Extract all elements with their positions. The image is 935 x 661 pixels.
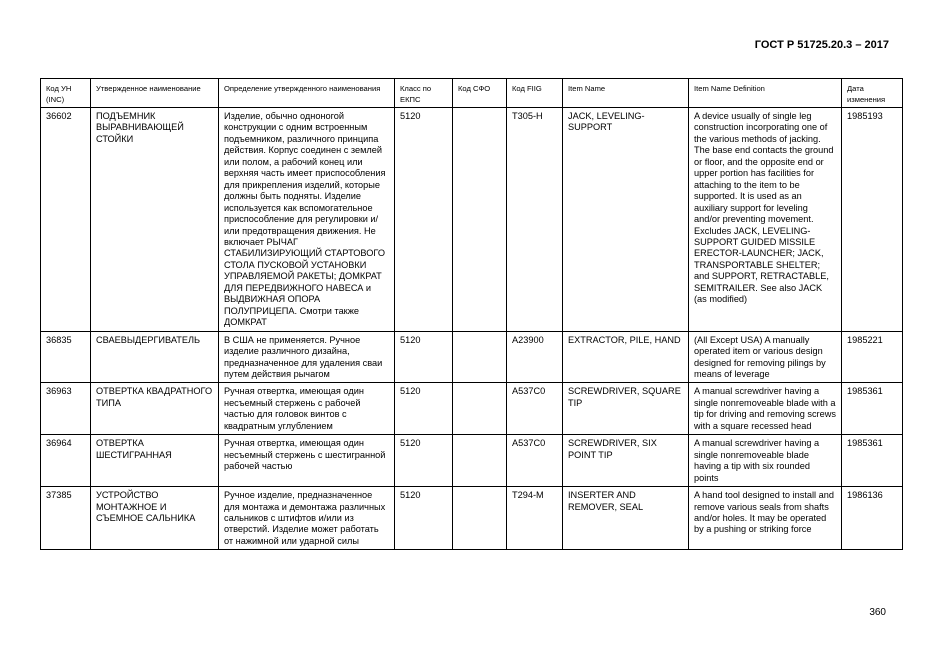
document-code: ГОСТ Р 51725.20.3 – 2017	[754, 39, 889, 51]
cell-item-name-definition: A device usually of single leg construction incorporating one of the various methods of jacking. The base end contacts the ground or floor, and the opposite end or upper portion has facilities for attaching to the item to be supported. It is used as an auxiliary support for leveling and/or preventing movement. Excludes JACK, LEVELING-SUPPORT GUIDED MISSILE ERECTOR-LAUNCHER; JACK, TRANSPORTABLE SHELTER; and SUPPORT, RETRACTABLE, SEMITRAILER. See also JACK (as modified)	[689, 108, 842, 332]
table-row	[41, 331, 903, 383]
column-header-item-name-definition: Item Name Definition	[689, 79, 842, 108]
cell-approved-name: ПОДЪЕМНИК ВЫРАВНИВАЮЩЕЙ СТОЙКИ	[91, 108, 219, 332]
cell-class: 5120	[395, 331, 453, 383]
cell-item-name: JACK, LEVELING-SUPPORT	[563, 108, 689, 332]
cell-class: 5120	[395, 108, 453, 332]
cell-class: 5120	[395, 383, 453, 435]
cell-item-name: SCREWDRIVER, SIX POINT TIP	[563, 435, 689, 487]
column-header-inc: Код УН (INC)	[41, 79, 91, 108]
column-header-definition: Определение утвержденного наименования	[219, 79, 395, 108]
cell-fiig: A23900	[507, 331, 563, 383]
cell-inc: 36602	[41, 108, 91, 332]
cell-sfo	[453, 108, 507, 332]
cell-approved-name: ОТВЕРТКА ШЕСТИГРАННАЯ	[91, 435, 219, 487]
cell-sfo	[453, 331, 507, 383]
cell-sfo	[453, 487, 507, 550]
cell-fiig: A537C0	[507, 435, 563, 487]
table-row	[41, 108, 903, 332]
cell-class: 5120	[395, 487, 453, 550]
cell-item-name-definition: (All Except USA) A manually operated item or various design designed for removing pilings by means of leverage	[689, 331, 842, 383]
table-header-row	[41, 79, 903, 108]
cell-definition: Изделие, обычно одноногой конструкции с одним встроенным подъемником, различного принципа действия. Корпус соединен с землей или полом, а рабочий конец или верхняя часть имеет приспособления для прикрепления изделий, которые должны быть подняты. Изделие используется как вспомогательное приспособление для регулировки и/или предотвращения движения. Не включает РЫЧАГ СТАБИЛИЗИРУЮЩИЙ СТАРТОВОГО СТОЛА ПУСКОВОЙ УСТАНОВКИ УПРАВЛЯЕМОЙ РАКЕТЫ; ДОМКРАТ ДЛЯ ПЕРЕДВИЖНОГО НАВЕСА и ВЫДВИЖНАЯ ОПОРА ПОЛУПРИЦЕПА. Смотри также ДОМКРАТ	[219, 108, 395, 332]
cell-definition: Ручная отвертка, имеющая один несъемный стержень с шестигранной рабочей частью	[219, 435, 395, 487]
cell-fiig: T294-M	[507, 487, 563, 550]
cell-change-date: 1985361	[842, 435, 903, 487]
column-header-item-name: Item Name	[563, 79, 689, 108]
table-row	[41, 435, 903, 487]
table-row	[41, 487, 903, 550]
nomenclature-table	[40, 78, 903, 550]
column-header-change-date: Дата изменения	[842, 79, 903, 108]
table-row	[41, 383, 903, 435]
cell-sfo	[453, 435, 507, 487]
cell-inc: 36835	[41, 331, 91, 383]
cell-item-name-definition: A manual screwdriver having a single nonremoveable blade having a tip with six rounded points	[689, 435, 842, 487]
cell-inc: 37385	[41, 487, 91, 550]
cell-item-name: EXTRACTOR, PILE, HAND	[563, 331, 689, 383]
cell-definition: В США не применяется. Ручное изделие различного дизайна, предназначенное для удаления сваи путем действия рычагом	[219, 331, 395, 383]
column-header-sfo: Код СФО	[453, 79, 507, 108]
cell-inc: 36964	[41, 435, 91, 487]
cell-approved-name: УСТРОЙСТВО МОНТАЖНОЕ И СЪЕМНОЕ САЛЬНИКА	[91, 487, 219, 550]
cell-change-date: 1986136	[842, 487, 903, 550]
cell-item-name: INSERTER AND REMOVER, SEAL	[563, 487, 689, 550]
cell-item-name: SCREWDRIVER, SQUARE TIP	[563, 383, 689, 435]
cell-inc: 36963	[41, 383, 91, 435]
cell-change-date: 1985221	[842, 331, 903, 383]
cell-change-date: 1985361	[842, 383, 903, 435]
page-number: 360	[869, 607, 886, 618]
cell-change-date: 1985193	[842, 108, 903, 332]
cell-approved-name: ОТВЕРТКА КВАДРАТНОГО ТИПА	[91, 383, 219, 435]
cell-fiig: A537C0	[507, 383, 563, 435]
cell-definition: Ручное изделие, предназначенное для монтажа и демонтажа различных сальников с штифтов и/или из отверстий. Изделие может работать от нажимной или ударной силы	[219, 487, 395, 550]
column-header-fiig: Код FIIG	[507, 79, 563, 108]
cell-item-name-definition: A hand tool designed to install and remove various seals from shafts and/or holes. It may be operated by a pushing or striking force	[689, 487, 842, 550]
cell-sfo	[453, 383, 507, 435]
cell-class: 5120	[395, 435, 453, 487]
cell-item-name-definition: A manual screwdriver having a single nonremoveable blade with a tip for driving and removing screws with a square recessed head	[689, 383, 842, 435]
column-header-approved-name: Утвержденное наименование	[91, 79, 219, 108]
cell-fiig: T305-H	[507, 108, 563, 332]
cell-definition: Ручная отвертка, имеющая один несъемный стержень с рабочей частью для головок винтов с квадратным углублением	[219, 383, 395, 435]
cell-approved-name: СВАЕВЫДЕРГИВАТЕЛЬ	[91, 331, 219, 383]
column-header-class: Класс по ЕКПС	[395, 79, 453, 108]
